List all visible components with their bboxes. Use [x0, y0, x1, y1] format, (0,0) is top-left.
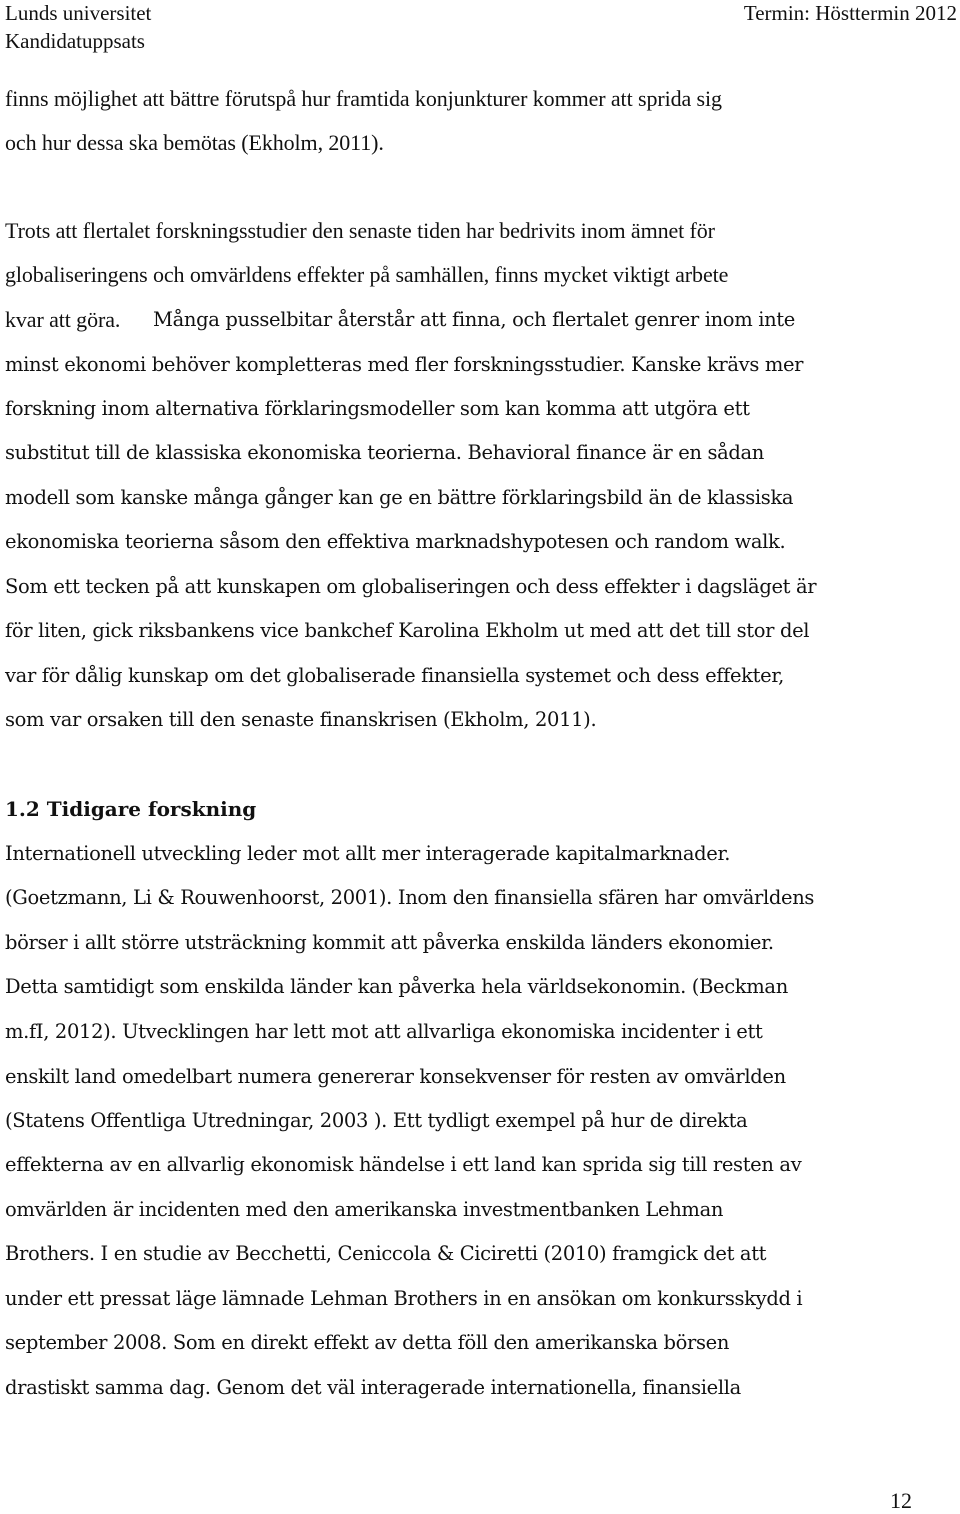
text-line: september 2008. Som en direkt effekt av detta föll den amerikanska börsen — [5, 1331, 730, 1354]
text-line: enskilt land omedelbart numera genererar konsekvenser för resten av omvärlden — [5, 1065, 786, 1088]
text-line: m.fI, 2012). Utvecklingen har lett mot att allvarliga ekonomiska incidenter i ett — [5, 1020, 763, 1043]
text-line: omvärlden är incidenten med den amerikanska investmentbanken Lehman — [5, 1198, 724, 1221]
text-line: Brothers. I en studie av Becchetti, Ceniccola & Ciciretti (2010) framgick det att — [5, 1242, 767, 1265]
text-line: Detta samtidigt som enskilda länder kan påverka hela världsekonomin. (Beckman — [5, 975, 788, 998]
text-line: minst ekonomi behöver kompletteras med fler forskningsstudier. Kanske krävs mer — [5, 353, 804, 376]
text-line: för liten, gick riksbankens vice bankchef Karolina Ekholm ut med att det till stor del — [5, 619, 810, 642]
header-document-type: Kandidatuppsats — [5, 29, 145, 53]
text-line: och hur dessa ska bemötas (Ekholm, 2011). — [5, 130, 384, 155]
text-line: forskning inom alternativa förklaringsmodeller som kan komma att utgöra ett — [5, 397, 750, 420]
text-line: finns möjlighet att bättre förutspå hur framtida konjunkturer kommer att sprida sig — [5, 86, 722, 111]
page-number: 12 — [890, 1488, 912, 1513]
text-line: Som ett tecken på att kunskapen om globaliseringen och dess effekter i dagsläget är — [5, 575, 817, 598]
section-heading: 1.2 Tidigare forskning — [5, 797, 257, 821]
text-line: substitut till de klassiska ekonomiska teorierna. Behavioral finance är en sådan — [5, 441, 765, 464]
text-line: kvar att göra. — [5, 307, 121, 332]
header-university: Lunds universitet — [5, 1, 152, 25]
text-line: Trots att flertalet forskningsstudier den senaste tiden har bedrivits inom ämnet för — [5, 218, 715, 243]
header-term: Termin: Hösttermin 2012 — [743, 1, 957, 25]
text-line: som var orsaken till den senaste finanskrisen (Ekholm, 2011). — [5, 708, 597, 731]
text-line: modell som kanske många gånger kan ge en bättre förklaringsbild än de klassiska — [5, 486, 794, 509]
text-line: börser i allt större utsträckning kommit att påverka enskilda länders ekonomier. — [5, 931, 774, 954]
text-line: drastiskt samma dag. Genom det väl interagerade internationella, finansiella — [5, 1376, 741, 1399]
text-line: Många pusselbitar återstår att finna, och flertalet genrer inom inte — [153, 308, 795, 331]
text-line: under ett pressat läge lämnade Lehman Brothers in en ansökan om konkursskydd i — [5, 1287, 803, 1310]
text-line: Internationell utveckling leder mot allt mer interagerade kapitalmarknader. — [5, 842, 731, 865]
text-line: ekonomiska teorierna såsom den effektiva marknadshypotesen och random walk. — [5, 530, 786, 553]
text-line: (Goetzmann, Li & Rouwenhoorst, 2001). Inom den finansiella sfären har omvärldens — [5, 886, 815, 909]
text-line: (Statens Offentliga Utredningar, 2003 ). Ett tydligt exempel på hur de direkta — [5, 1109, 748, 1132]
text-line: var för dålig kunskap om det globaliserade finansiella systemet och dess effekter, — [5, 664, 784, 687]
text-line: effekterna av en allvarlig ekonomisk händelse i ett land kan sprida sig till resten av — [5, 1153, 802, 1176]
text-line: globaliseringens och omvärldens effekter på samhällen, finns mycket viktigt arbete — [5, 262, 729, 287]
